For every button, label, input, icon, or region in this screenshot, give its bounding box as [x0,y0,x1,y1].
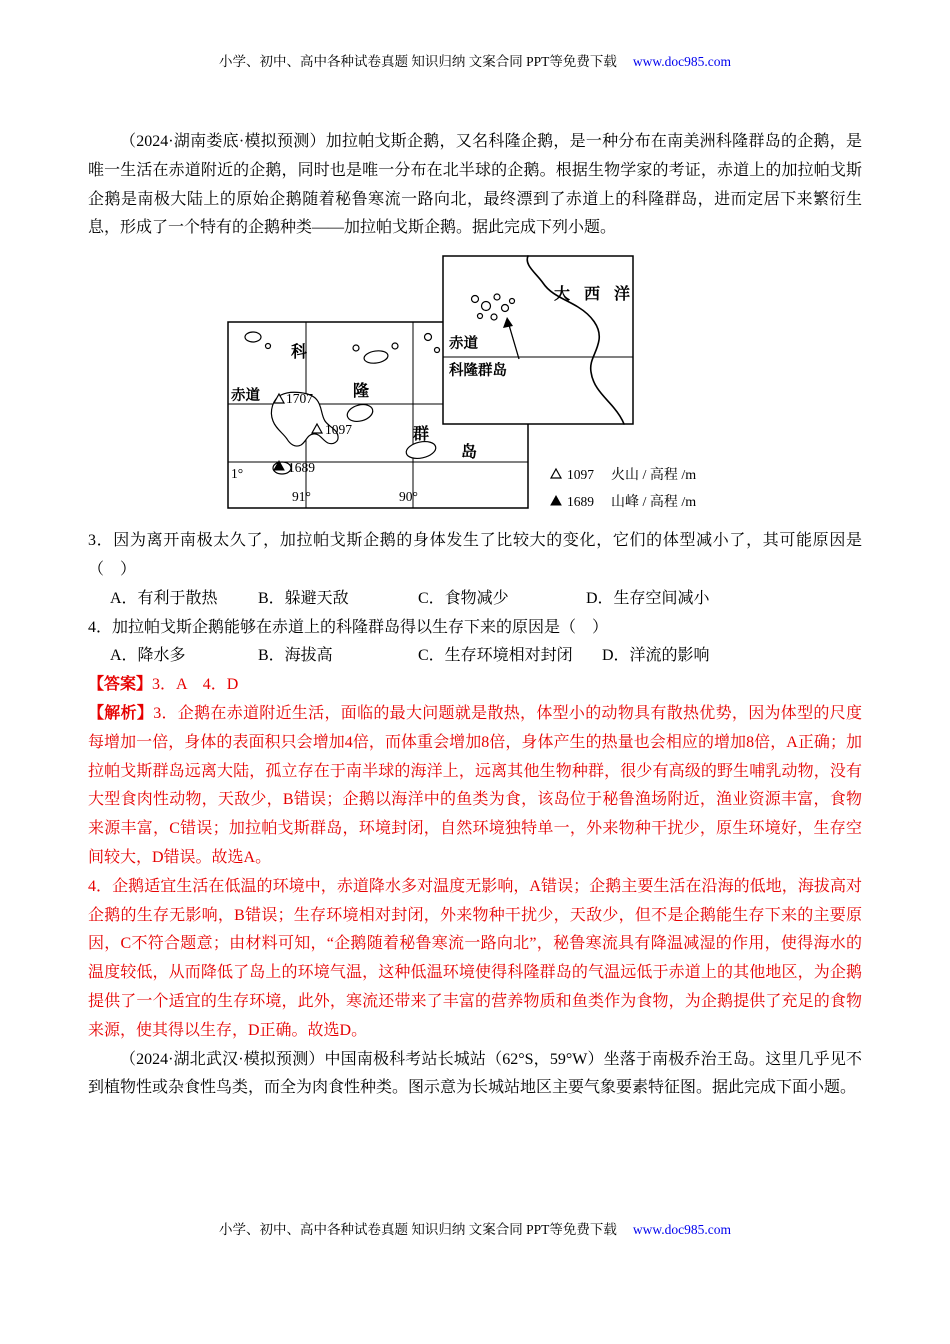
answer-text: 3．A 4．D [152,676,239,694]
analysis-text-1: 3．企鹅在赤道附近生活，面临的最大问题就是散热，体型小的动物具有散热优势，因为体型的尺度每增加一倍，身体的表面积只会增加4倍，而体重会增加8倍，身体产生的热量也会相应的增加8倍，A正确；加拉帕戈斯群岛远离大陆，孤立存在于南半球的海洋上，远离其他生物种群，很少有高级的野生哺乳动物，没有大型食肉性动物，天敌少，B错误；企鹅以海洋中的鱼类为食，该岛位于秘鲁渔场附近，渔业资源丰富，食物来源丰富，C错误；加拉帕戈斯群岛，环境封闭，自然环境独特单一，外来物种干扰少，原生环境好，生存空间较大，D错误。故选A。 [88,704,862,866]
island [435,348,440,353]
legend-peak-label: 山峰 / 高程 /m [611,495,697,511]
q4-option-c: C．生存环境相对封闭 [418,647,573,665]
island [502,305,509,312]
longitude-91-label: 91° [292,489,311,505]
island [245,332,261,342]
outro-paragraph: （2024·湖北武汉·模拟预测）中国南极科考站长城站（62°S，59°W）坐落于南极乔治王岛。这里几乎见不到植物性或杂食性鸟类，而全为肉食性种类。图示意为长城站地区主要气象要素特征图。据此完成下面小题。 [88,1050,862,1097]
latitude-1-label: 1° [231,466,244,482]
q3-option-d: D．生存空间减小 [586,589,710,607]
map-char-qun: 群 [413,426,430,444]
island [425,334,432,341]
page-footer [0,1218,950,1238]
map-char-long: 隆 [353,383,370,401]
answer-label: 【答案】 [88,676,153,694]
q3-option-a: A．有利于散热 [110,589,218,607]
map-equator-label: 赤道 [231,388,260,405]
page-content [88,128,862,1103]
q4-option-d: D．洋流的影响 [602,647,710,665]
intro-paragraph: （2024·湖南娄底·模拟预测）加拉帕戈斯企鹅，又名科隆企鹅，是一种分布在南美洲科隆群岛的企鹅，是唯一生活在赤道附近的企鹅，同时也是唯一分布在北半球的企鹅。根据生物学家的考证，赤道上的加拉帕戈斯企鹅是南极大陆上的原始企鹅随着秘鲁寒流一路向北，最终漂到了赤道上的科隆群岛，进而定居下来繁衍生息，形成了一个特有的企鹅种类——加拉帕戈斯企鹅。据此完成下列小题。 [88,133,862,237]
elevation-1707: 1707 [286,391,313,407]
island [472,296,479,303]
island [266,344,271,349]
header-url[interactable]: www.doc985.com [632,54,731,69]
inset-islands-label: 科隆群岛 [449,363,507,380]
elevation-1689: 1689 [288,460,315,476]
header-text: 小学、初中、高中各种试卷真题 知识归纳 文案合同 PPT等免费下载 [219,54,617,69]
footer-url[interactable]: www.doc985.com [632,1222,731,1237]
elevation-1097: 1097 [325,422,352,438]
inset-equator-label: 赤道 [449,336,478,353]
q3-option-b: B．躲避天敌 [258,589,349,607]
footer-text: 小学、初中、高中各种试卷真题 知识归纳 文案合同 PPT等免费下载 [219,1222,617,1237]
page-header [88,52,862,72]
island [494,294,500,300]
q3-option-c: C．食物减少 [418,589,509,607]
map-char-ke: 科 [291,344,308,362]
inset-ocean-label: 大 西 洋 [554,286,636,304]
analysis-paragraph-1 [88,700,862,873]
island [491,314,497,320]
inset-map [443,256,635,424]
island [345,402,374,424]
question-3-stem: 3．因为离开南极太久了，加拉帕戈斯企鹅的身体发生了比较大的变化，它们的体型减小了，其可能原因是（ ） [88,532,862,578]
question-4-stem: 4．加拉帕戈斯企鹅能够在赤道上的科隆群岛得以生存下来的原因是（ ） [88,618,609,636]
answer-line [88,671,862,700]
legend-peak-value: 1689 [567,494,594,510]
q4-option-b: B．海拔高 [258,647,333,665]
question-4-options [88,642,862,671]
legend-volcano-icon [551,469,561,478]
map-figure [223,249,743,521]
question-3-options [88,585,862,614]
island [510,299,515,304]
q4-option-a: A．降水多 [110,647,186,665]
analysis-label: 【解析】 [88,704,154,722]
legend-volcano-label: 火山 / 高程 /m [611,468,697,484]
legend-peak-icon [551,496,561,505]
island [478,314,483,319]
legend-volcano-value: 1097 [567,467,594,483]
map-char-dao: 岛 [461,444,478,462]
longitude-90-label: 90° [399,489,418,505]
galapagos-map-svg [223,249,743,521]
island [392,343,398,349]
island [353,345,359,351]
analysis-paragraph-2: 4．企鹅适宜生活在低温的环境中，赤道降水多对温度无影响，A错误；企鹅主要生活在沿海的低地，海拔高对企鹅的生存无影响，B错误；生存环境相对封闭，外来物种干扰少，天敌少，但不是企鹅能生存下来的主要原因，C不符合题意；由材料可知，“企鹅随着秘鲁寒流一路向北”，秘鲁寒流具有降温减湿的作用，使得海水的温度较低，从而降低了岛上的环境气温，这种低温环境使得科隆群岛的气温远低于赤道上的其他地区，为企鹅提供了一个适宜的生存环境，此外，寒流还带来了丰富的营养物质和鱼类作为食物，为企鹅提供了充足的食物来源，使其得以生存，D正确。故选D。 [88,877,862,1039]
map-legend [551,466,696,510]
island [363,350,388,365]
island [482,302,491,311]
